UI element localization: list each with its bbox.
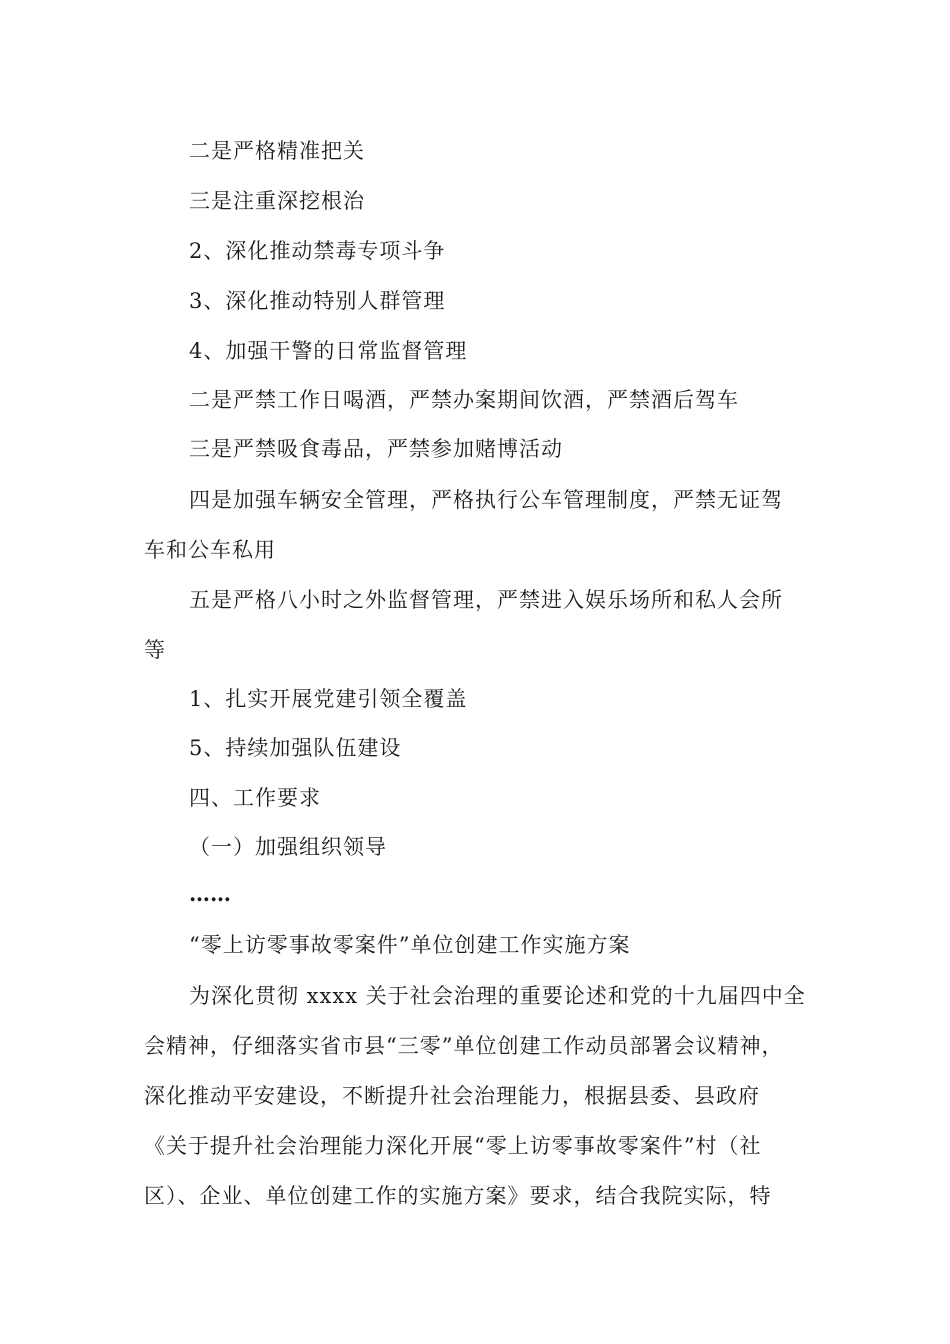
paragraph — [0, 176, 950, 226]
paragraph-line: 区）、企业、单位创建工作的实施方案》要求，结合我院实际，特 — [144, 1184, 772, 1208]
paragraph-line: 三是注重深挖根治 — [189, 189, 365, 213]
paragraph — [0, 575, 950, 675]
paragraph-line: 2、深化推动禁毒专项斗争 — [189, 239, 446, 263]
paragraph-line: 5、持续加强队伍建设 — [189, 736, 402, 760]
document-title — [0, 920, 950, 970]
paragraph-line: …… — [189, 881, 231, 906]
paragraph — [0, 475, 950, 575]
paragraph — [0, 326, 950, 376]
subsection-heading — [0, 822, 950, 872]
paragraph-line: 二是严禁工作日喝酒，严禁办案期间饮酒，严禁酒后驾车 — [189, 388, 739, 412]
paragraph-line: “零上访零事故零案件”单位创建工作实施方案 — [189, 933, 631, 957]
paragraph-line: 四是加强车辆安全管理，严格执行公车管理制度，严禁无证驾 — [189, 488, 783, 512]
paragraph — [0, 424, 950, 474]
paragraph — [0, 674, 950, 724]
paragraph-line: 二是严格精准把关 — [189, 139, 365, 163]
paragraph-line: 四、工作要求 — [189, 786, 321, 810]
paragraph-line: 1、扎实开展党建引领全覆盖 — [189, 687, 468, 711]
ellipsis — [0, 869, 950, 919]
paragraph-line: 为深化贯彻 xxxx 关于社会治理的重要论述和党的十九届四中全 — [189, 984, 806, 1008]
paragraph-line: 五是严格八小时之外监督管理，严禁进入娱乐场所和私人会所 — [189, 588, 783, 612]
paragraph — [0, 375, 950, 425]
section-heading — [0, 773, 950, 823]
paragraph-line: （一）加强组织领导 — [189, 835, 387, 859]
paragraph-line: 三是严禁吸食毒品，严禁参加赌博活动 — [189, 437, 563, 461]
paragraph-line: 等 — [144, 638, 166, 662]
paragraph-line: 3、深化推动特别人群管理 — [189, 289, 446, 313]
body-paragraph — [0, 971, 950, 1221]
paragraph — [0, 226, 950, 276]
paragraph-line: 深化推动平安建设，不断提升社会治理能力，根据县委、县政府 — [144, 1084, 760, 1108]
paragraph — [0, 126, 950, 176]
paragraph-line: 车和公车私用 — [144, 538, 276, 562]
paragraph — [0, 723, 950, 773]
paragraph — [0, 276, 950, 326]
paragraph-line: 《关于提升社会治理能力深化开展“零上访零事故零案件”村（社 — [144, 1134, 762, 1158]
paragraph-line: 4、加强干警的日常监督管理 — [189, 339, 468, 363]
paragraph-line: 会精神，仔细落实省市县“三零”单位创建工作动员部署会议精神， — [144, 1034, 784, 1058]
